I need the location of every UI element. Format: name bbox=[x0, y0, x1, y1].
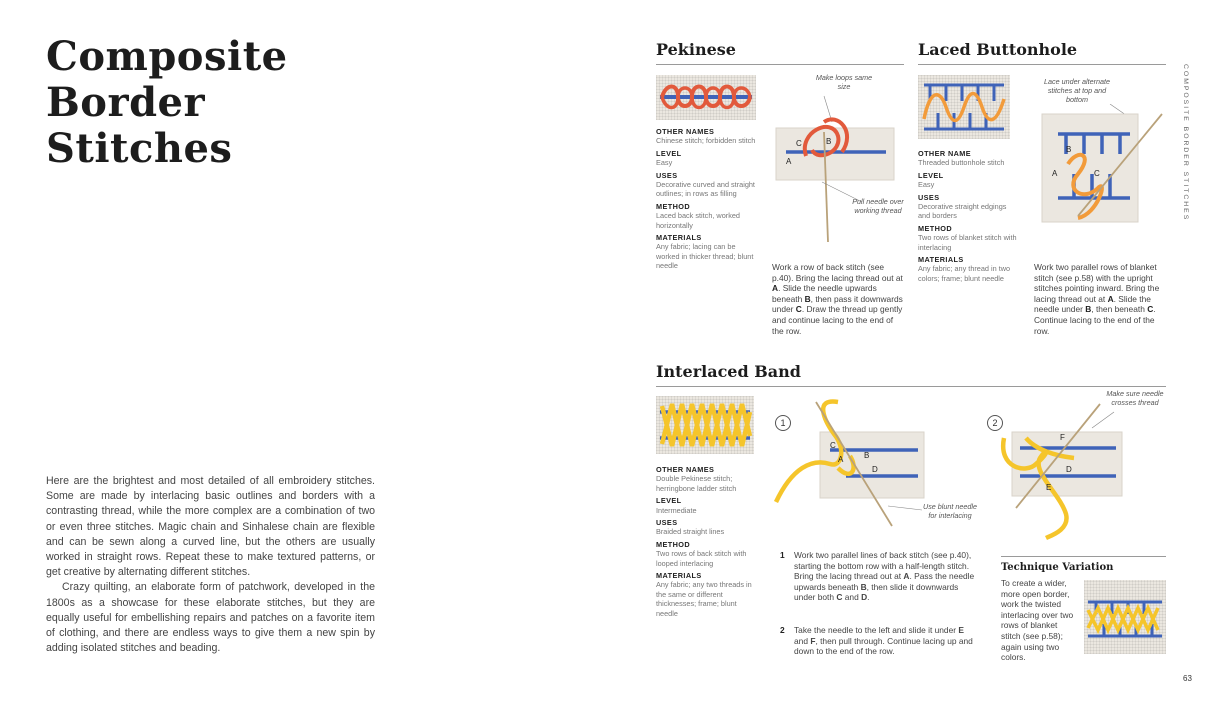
svg-text:F: F bbox=[1060, 433, 1065, 442]
step-letter: B bbox=[860, 581, 867, 592]
interlaced-band-title: Interlaced Band bbox=[656, 362, 801, 381]
info-value: Braided straight lines bbox=[656, 527, 725, 537]
variation-text: To create a wider, more open border, work the twisted interlacing over two rows of blanket stitch (see p.58); again using two colors. bbox=[1001, 578, 1074, 663]
interlaced-step1-diagram bbox=[772, 398, 932, 540]
interlaced-band-swatch-image bbox=[656, 396, 754, 454]
step-text: . bbox=[867, 592, 870, 603]
info-value: Chinese stitch; forbidden stitch bbox=[656, 136, 756, 146]
svg-text:C: C bbox=[830, 441, 836, 450]
svg-text:C: C bbox=[796, 139, 802, 148]
step-text: and bbox=[794, 635, 811, 646]
step-letter: F bbox=[810, 635, 816, 646]
variation-swatch-image bbox=[1084, 580, 1166, 654]
laced-buttonhole-info bbox=[918, 146, 1020, 283]
intro-paragraph: Crazy quilting, an elaborate form of patchwork, developed in the 1800s as a showcase for these elaborate stitches, but they are equally useful for embellishing repairs and patches on a favorite item of clothing, and there are endless ways to give them a new spin by adding isolated stitches and beading. bbox=[46, 581, 375, 655]
info-value: Easy bbox=[656, 158, 673, 168]
interlaced-band-info bbox=[656, 462, 756, 618]
intro-paragraph: Here are the brightest and most detailed of all embroidery stitches. Some are made by interlacing basic outlines and borders with a contrasting thread, while the more complex are a combination of two or even three stitches. Magic chain and Sinhalese chain are flexible and can be sewn along a curved line, but the others are usually worked in straight rows. Repeat these to make textured patterns, or get creative by alternating different stitches. bbox=[46, 475, 375, 579]
caption-text: Work two parallel rows of blanket stitch (see p.58) with the upright stitches pointing inward. Bring the lacing thread out at bbox=[1034, 262, 1160, 304]
laced-buttonhole-annot: Lace under alternate stitches at top and bottom bbox=[1044, 77, 1110, 104]
svg-text:D: D bbox=[1066, 465, 1072, 474]
laced-buttonhole-title: Laced Buttonhole bbox=[918, 40, 1078, 59]
title-line: Border bbox=[46, 79, 206, 126]
caption-text: Work a row of back stitch (see p.40). Bring the lacing thread out at bbox=[772, 262, 903, 283]
info-key: METHOD bbox=[656, 201, 691, 211]
info-value: Any fabric; any thread in two colors; frame; blunt needle bbox=[918, 264, 1011, 283]
laced-buttonhole-caption bbox=[1034, 262, 1166, 336]
step-number: 2 bbox=[780, 625, 785, 635]
svg-text:A: A bbox=[838, 455, 844, 464]
caption-text: , then pass it downwards under bbox=[772, 293, 903, 315]
pekinese-annot-loops: Make loops same size bbox=[815, 73, 873, 91]
page-number: 63 bbox=[1183, 674, 1192, 683]
step-letter: E bbox=[958, 625, 964, 635]
info-value: Two rows of back stitch with looped interlacing bbox=[656, 549, 747, 568]
info-key: LEVEL bbox=[656, 148, 682, 158]
svg-text:C: C bbox=[1094, 169, 1100, 178]
info-key: METHOD bbox=[918, 223, 953, 233]
info-value: Intermediate bbox=[656, 505, 697, 515]
title-line: Stitches bbox=[46, 125, 233, 172]
step-text: and bbox=[842, 592, 862, 603]
info-key: OTHER NAMES bbox=[656, 465, 715, 474]
variation-title: Technique Variation bbox=[1001, 562, 1114, 573]
step-letter: C bbox=[836, 592, 843, 603]
info-value: Double Pekinese stitch; herringbone ladder stitch bbox=[656, 474, 737, 493]
info-key: METHOD bbox=[656, 539, 691, 549]
caption-text: . Slide the needle upwards beneath bbox=[772, 283, 877, 304]
caption-letter: B bbox=[804, 293, 811, 304]
info-key: OTHER NAME bbox=[918, 149, 972, 158]
info-key: LEVEL bbox=[918, 170, 944, 180]
info-key: USES bbox=[656, 518, 678, 528]
info-value: Laced back stitch, worked horizontally bbox=[656, 211, 740, 230]
pekinese-title: Pekinese bbox=[656, 40, 736, 59]
caption-text: , then beneath bbox=[1091, 304, 1148, 315]
pekinese-diagram bbox=[772, 92, 902, 252]
title-line: Composite bbox=[46, 33, 288, 80]
step-number-1: 1 bbox=[775, 415, 791, 431]
laced-buttonhole-rule bbox=[918, 64, 1166, 65]
step-text: , then slide it downwards under both bbox=[794, 581, 959, 603]
step-number-2: 2 bbox=[987, 415, 1003, 431]
svg-text:D: D bbox=[872, 465, 878, 474]
caption-letter: A bbox=[1107, 293, 1114, 304]
step-number: 1 bbox=[780, 550, 785, 560]
step-letter: A bbox=[903, 571, 910, 582]
info-value: Easy bbox=[918, 180, 935, 190]
info-value: Two rows of blanket stitch with interlacing bbox=[918, 233, 1017, 252]
svg-text:B: B bbox=[826, 137, 832, 146]
svg-text:B: B bbox=[864, 451, 870, 460]
info-key: MATERIALS bbox=[656, 571, 702, 581]
pekinese-caption bbox=[772, 262, 904, 336]
info-key: OTHER NAMES bbox=[656, 127, 715, 136]
caption-letter: B bbox=[1085, 304, 1092, 315]
info-value: Any fabric; lacing can be worked in thicker thread; blunt needle bbox=[656, 242, 754, 271]
info-value: Decorative straight edgings and borders bbox=[918, 202, 1007, 221]
info-value: Decorative curved and straight outlines; in rows as filling bbox=[656, 180, 755, 199]
pekinese-info bbox=[656, 124, 756, 271]
info-value: Any fabric; any two threads in the same or different thicknesses; frame; blunt needle bbox=[656, 580, 752, 618]
intro-text bbox=[46, 474, 375, 656]
interlaced-step1-text bbox=[780, 550, 976, 603]
pekinese-rule bbox=[656, 64, 904, 65]
caption-text: . Draw the thread up gently and continue lacing to the end of the row. bbox=[772, 304, 903, 336]
svg-text:B: B bbox=[1066, 145, 1072, 154]
pekinese-annot-pull: Pull needle over working thread bbox=[852, 197, 904, 215]
step-text: Take the needle to the left and slide it under bbox=[794, 625, 959, 635]
svg-text:E: E bbox=[1046, 483, 1052, 492]
info-key: USES bbox=[656, 170, 678, 180]
side-tab: COMPOSITE BORDER STITCHES bbox=[1182, 64, 1189, 222]
step-text: , then pull through. Continue lacing up and down to the end of the row. bbox=[794, 635, 973, 657]
info-key: MATERIALS bbox=[656, 233, 702, 243]
caption-letter: A bbox=[772, 283, 779, 294]
caption-letter: C bbox=[795, 304, 802, 315]
interlaced-step2-text bbox=[780, 625, 976, 657]
step-text: Work two parallel lines of back stitch (see p.40), starting the bottom row with a half-length stitch. Bring the lacing thread out at bbox=[794, 550, 972, 582]
svg-text:A: A bbox=[786, 157, 792, 166]
interlaced-annot-blunt: Use blunt needle for interlacing bbox=[923, 502, 977, 520]
page-title bbox=[46, 34, 366, 172]
info-key: USES bbox=[918, 192, 940, 202]
info-value: Threaded buttonhole stitch bbox=[918, 158, 1005, 168]
laced-buttonhole-diagram bbox=[1038, 104, 1170, 264]
laced-buttonhole-swatch-image bbox=[918, 75, 1010, 139]
caption-text: . Continue lacing to the end of the row. bbox=[1034, 304, 1156, 336]
step-letter: D bbox=[861, 592, 868, 603]
caption-text: . Slide the needle under bbox=[1034, 293, 1151, 315]
info-key: MATERIALS bbox=[918, 255, 964, 265]
interlaced-step2-diagram bbox=[996, 398, 1168, 540]
svg-text:A: A bbox=[1052, 169, 1058, 178]
pekinese-swatch-image bbox=[656, 75, 756, 120]
interlaced-band-rule bbox=[656, 386, 1166, 387]
info-key: LEVEL bbox=[656, 496, 682, 506]
caption-letter: C bbox=[1147, 304, 1154, 315]
step-text: . Pass the needle upwards beneath bbox=[794, 571, 975, 592]
interlaced-annot-crosses: Make sure needle crosses thread bbox=[1106, 389, 1164, 407]
variation-rule bbox=[1001, 556, 1166, 557]
